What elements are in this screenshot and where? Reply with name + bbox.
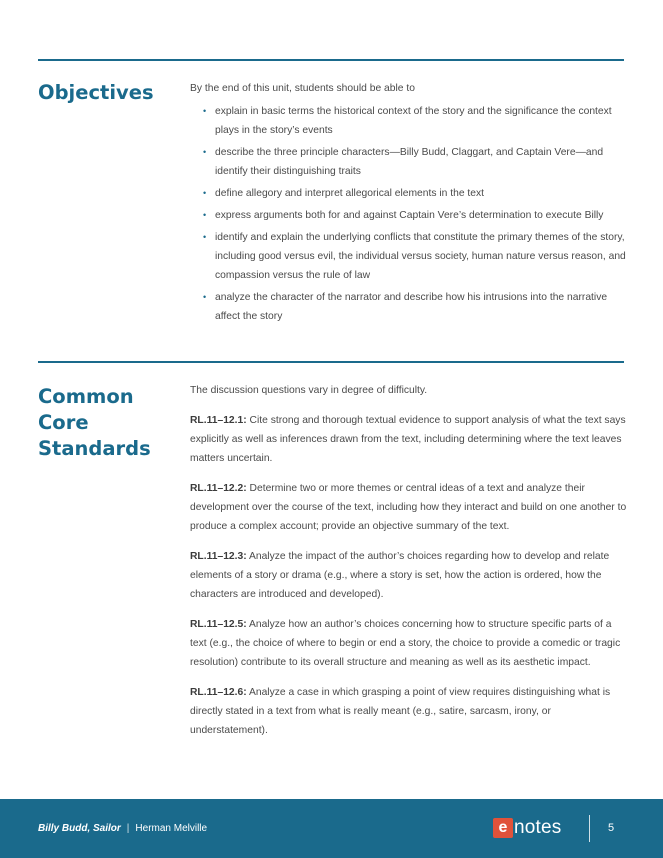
standard-text: Analyze the impact of the author’s choices regarding how to develop and relate elements of a story or drama (e.g., where a story is set, how the action is ordered, how the characters are introduced and developed). bbox=[190, 551, 610, 600]
standards-content bbox=[190, 381, 630, 751]
standard-item bbox=[190, 683, 630, 740]
standard-item bbox=[190, 615, 630, 672]
standard-text: Cite strong and thorough textual evidence to support analysis of what the text says explicitly as well as inferences drawn from the text, including determining where the text leaves matters uncertain. bbox=[190, 415, 626, 464]
objective-item: • analyze the character of the narrator and describe how his intrusions into the narrative affect the story bbox=[190, 288, 630, 326]
enotes-logo-mark: e bbox=[493, 818, 513, 838]
standard-code: RL.11–12.6: bbox=[190, 687, 247, 698]
standard-code: RL.11–12.5: bbox=[190, 619, 247, 630]
standard-code: RL.11–12.1: bbox=[190, 415, 247, 426]
objectives-content bbox=[190, 79, 630, 329]
footer-book-title: Billy Budd, Sailor bbox=[38, 823, 121, 834]
objective-item: • describe the three principle characters—Billy Budd, Claggart, and Captain Vere—and identify their distinguishing traits bbox=[190, 143, 630, 181]
standard-code: RL.11–12.2: bbox=[190, 483, 247, 494]
objectives-list bbox=[190, 102, 630, 326]
enotes-logo bbox=[493, 816, 561, 840]
standards-top-rule bbox=[38, 361, 624, 363]
objectives-top-rule bbox=[38, 59, 624, 61]
standards-heading bbox=[38, 384, 168, 462]
objectives-intro: By the end of this unit, students should be able to bbox=[190, 83, 415, 94]
standards-heading-line: Standards bbox=[38, 437, 151, 460]
footer-divider bbox=[589, 815, 590, 842]
objective-item: • define allegory and interpret allegorical elements in the text bbox=[190, 184, 630, 203]
standard-text: Analyze how an author’s choices concerning how to structure specific parts of a text (e.g., the choice of where to begin or end a story, the choice to provide a comedic or tragic resolution) contribute to its overall structure and meaning as well as its aesthetic impact. bbox=[190, 619, 621, 668]
page-footer bbox=[0, 799, 663, 858]
objective-item: • identify and explain the underlying conflicts that constitute the primary themes of the story, including good versus evil, the individual versus society, human nature versus reason, and compassion versus the rule of law bbox=[190, 228, 630, 285]
objective-item: • express arguments both for and against Captain Vere’s determination to execute Billy bbox=[190, 206, 630, 225]
standard-text: Determine two or more themes or central ideas of a text and analyze their development over the course of the text, including how they interact and build on one another to produce a complex account; provide an objective summary of the text. bbox=[190, 483, 627, 532]
page-number: 5 bbox=[608, 822, 615, 834]
standards-heading-line: Core bbox=[38, 411, 89, 434]
standard-code: RL.11–12.3: bbox=[190, 551, 247, 562]
objective-item: • explain in basic terms the historical context of the story and the significance the context plays in the story’s events bbox=[190, 102, 630, 140]
standard-text: Analyze a case in which grasping a point of view requires distinguishing what is directly stated in a text from what is really meant (e.g., satire, sarcasm, irony, or understatement). bbox=[190, 687, 611, 736]
standard-item bbox=[190, 547, 630, 604]
standard-item bbox=[190, 479, 630, 536]
objectives-heading: Objectives bbox=[38, 81, 154, 104]
footer-separator: | bbox=[126, 823, 130, 834]
standard-item bbox=[190, 411, 630, 468]
standards-heading-line: Common bbox=[38, 385, 134, 408]
standards-intro: The discussion questions vary in degree of difficulty. bbox=[190, 385, 428, 396]
enotes-logo-word: notes bbox=[514, 817, 562, 838]
footer-author: Herman Melville bbox=[135, 823, 208, 834]
footer-book-info bbox=[38, 823, 207, 834]
